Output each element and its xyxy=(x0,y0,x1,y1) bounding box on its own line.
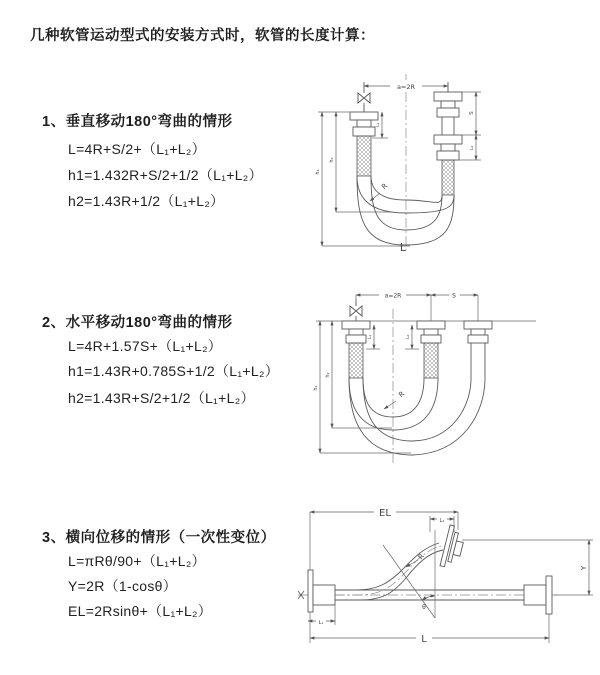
formula-line: h1=1.432R+S/2+1/2（L₁+L₂） xyxy=(68,167,263,183)
radius-annotation xyxy=(384,390,406,409)
dim-label: a=2R xyxy=(384,292,402,300)
hose-u-bends xyxy=(349,378,485,455)
dim-label: L₂ xyxy=(439,518,445,524)
section3-heading: 3、横向位移的情形（一次性变位） xyxy=(42,530,276,546)
valve-icon xyxy=(358,82,370,112)
dim-a-2r xyxy=(364,80,448,91)
formula-line: EL=2Rsinθ+（L₁+L₂） xyxy=(68,603,213,619)
left-flange-fitting xyxy=(342,321,370,378)
braided-hose-section xyxy=(424,343,438,378)
length-label: L xyxy=(399,241,407,254)
dim-label: h₁ xyxy=(315,169,321,175)
dim-el xyxy=(310,505,458,570)
dim-label: R xyxy=(380,181,390,192)
dim-label: L₁ xyxy=(318,620,324,626)
left-flange-fitting xyxy=(308,570,335,612)
hose-s-curve xyxy=(335,543,443,600)
page-title: 几种软管运动型式的安装方式时，软管的长度计算： xyxy=(30,28,375,44)
middle-flange-fitting xyxy=(417,295,445,378)
section1-heading: 1、垂直移动180°弯曲的情形 xyxy=(42,114,233,130)
formula-line: h2=1.43R+S/2+1/2（L₁+L₂） xyxy=(68,390,255,406)
dim-label: EL xyxy=(379,508,391,519)
dim-label: R xyxy=(397,389,407,400)
dim-label: Y xyxy=(580,565,588,571)
dim-label: R xyxy=(416,552,427,562)
dim-label: S xyxy=(452,292,456,300)
dim-label: L₂ xyxy=(406,334,411,340)
formula-line: h2=1.43R+1/2（L₁+L₂） xyxy=(68,193,225,209)
dim-label: h₁ xyxy=(313,385,319,391)
right-flange-fitting xyxy=(524,576,552,614)
dim-label: S xyxy=(469,111,475,115)
dim-label: L₂ xyxy=(470,145,475,151)
dim-label: L₁ xyxy=(368,334,373,340)
braided-hose-section xyxy=(442,160,454,195)
formula-line: h1=1.43R+0.785S+1/2（L₁+L₂） xyxy=(68,363,279,379)
section2-heading: 2、水平移动180°弯曲的情形 xyxy=(42,315,233,331)
angle-label: θ xyxy=(422,604,426,611)
dim-s-l2 xyxy=(456,92,481,160)
dim-label: L xyxy=(421,634,427,645)
formula-line: L=πRθ/90+（L₁+L₂） xyxy=(68,553,206,569)
dim-label: h₂ xyxy=(329,157,335,163)
formula-line: Y=2R（1-cosθ） xyxy=(68,578,178,594)
dim-l xyxy=(310,612,549,645)
dim-label: h₂ xyxy=(325,372,331,378)
valve-icon xyxy=(350,299,362,321)
hose-u-bend xyxy=(357,176,454,245)
displaced-flange-fitting xyxy=(440,525,467,570)
braided-hose-section xyxy=(349,343,363,378)
dim-label: a=2R xyxy=(396,83,416,91)
braided-hose-section xyxy=(357,136,371,176)
right-flange-fitting xyxy=(434,82,462,195)
diagram-horizontal-180-bend xyxy=(308,283,558,478)
left-flange-fitting xyxy=(350,112,378,176)
dim-a-2r-s xyxy=(356,290,478,300)
dim-label: L₁ xyxy=(376,122,381,128)
diagram-vertical-180-bend xyxy=(306,60,596,260)
diagram-lateral-displacement xyxy=(296,498,600,675)
right-flange-fitting xyxy=(464,295,492,378)
formula-line: L=4R+1.57S+（L₁+L₂） xyxy=(68,338,223,354)
formula-line: L=4R+S/2+（L₁+L₂） xyxy=(68,141,206,157)
